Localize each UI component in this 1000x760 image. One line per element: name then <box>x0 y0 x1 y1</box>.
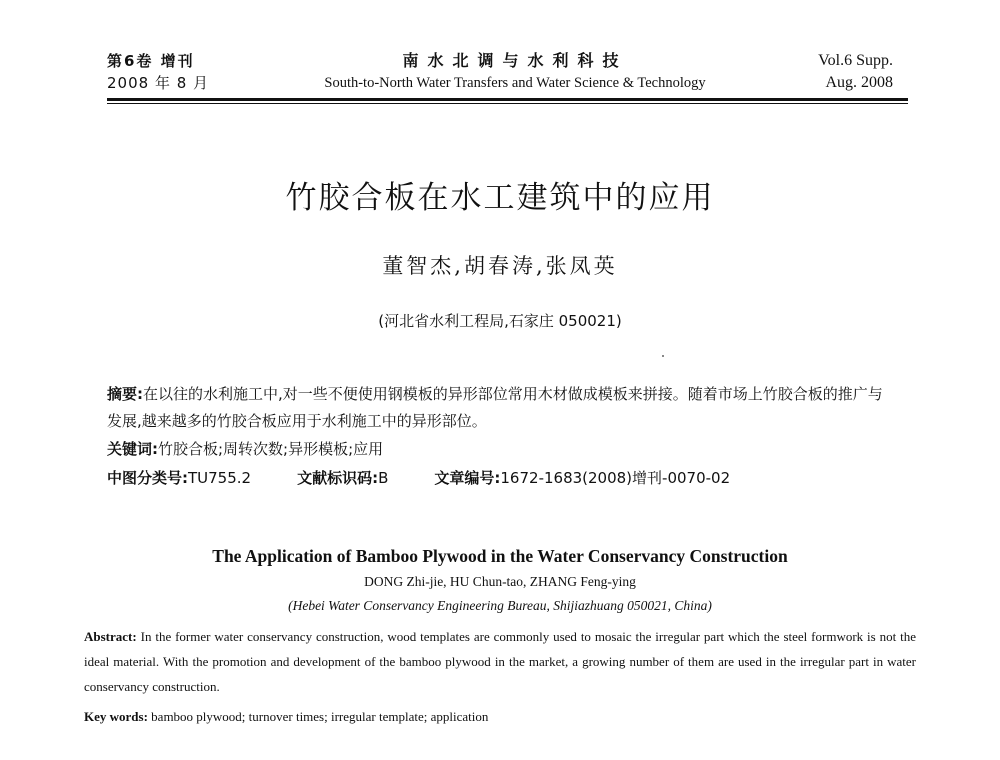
english-keywords <box>84 704 488 729</box>
english-title: The Application of Bamboo Plywood in the Water Conservancy Construction <box>212 546 788 566</box>
volume-issue: 第6卷 增刊 <box>107 52 195 70</box>
header-rule-thin <box>107 103 908 104</box>
english-abstract-text: In the former water conservancy construction, wood templates are commonly used to mosaic the irregular part which the steel formwork is not the ideal material. With the promotion and development of the bamboo plywood in the market, a growing number of them are used in the irregular part in water conservancy construction. <box>84 629 916 694</box>
journal-name-cn: 南水北调与水利科技 <box>402 51 628 70</box>
classification-line <box>107 465 897 492</box>
journal-name <box>281 50 749 94</box>
doc-code-value: B <box>378 469 389 487</box>
article-title: 竹胶合板在水工建筑中的应用 <box>285 180 715 216</box>
keywords-cn <box>107 436 897 463</box>
abstract-cn-label: 摘要: <box>107 385 143 403</box>
article-no-label: 文章编号: <box>434 469 501 487</box>
abstract-cn-text: 在以往的水利施工中,对一些不便使用钢模板的异形部位常用木材做成模板来拼接。随着市场上竹胶合板的推广与发展,越来越多的竹胶合板应用于水利施工中的异形部位。 <box>107 385 883 430</box>
article-affiliation: (河北省水利工程局,石家庄 050021) <box>378 312 622 330</box>
date-en: Aug. 2008 <box>825 74 893 91</box>
english-keywords-label: Key words: <box>84 709 148 724</box>
doc-code-label: 文献标识码: <box>297 469 379 487</box>
issue-date: 2008 年 8 月 <box>107 74 210 92</box>
header-rule-thick <box>107 98 908 101</box>
english-keywords-text: bamboo plywood; turnover times; irregular template; application <box>151 709 489 724</box>
article-no-value: 1672-1683(2008)增刊-0070-02 <box>500 469 731 487</box>
abstract-cn <box>107 381 897 435</box>
journal-name-en: South-to-North Water Transfers and Water Science & Technology <box>324 75 706 91</box>
keywords-cn-text: 竹胶合板;周转次数;异形模板;应用 <box>158 440 384 458</box>
article-authors: 董智杰,胡春涛,张凤英 <box>382 254 618 278</box>
english-abstract-label: Abstract: <box>84 629 137 644</box>
journal-volume-info-en <box>818 50 893 94</box>
english-abstract <box>84 624 916 699</box>
volume-en: Vol.6 Supp. <box>818 52 893 69</box>
keywords-cn-label: 关键词: <box>107 440 158 458</box>
clc-label: 中图分类号: <box>107 469 188 487</box>
english-authors: DONG Zhi-jie, HU Chun-tao, ZHANG Feng-ying <box>364 574 636 589</box>
english-affiliation: (Hebei Water Conservancy Engineering Bureau, Shijiazhuang 050021, China) <box>288 598 712 613</box>
journal-volume-info <box>107 50 209 94</box>
speck <box>662 355 664 357</box>
clc-value: TU755.2 <box>188 469 252 487</box>
